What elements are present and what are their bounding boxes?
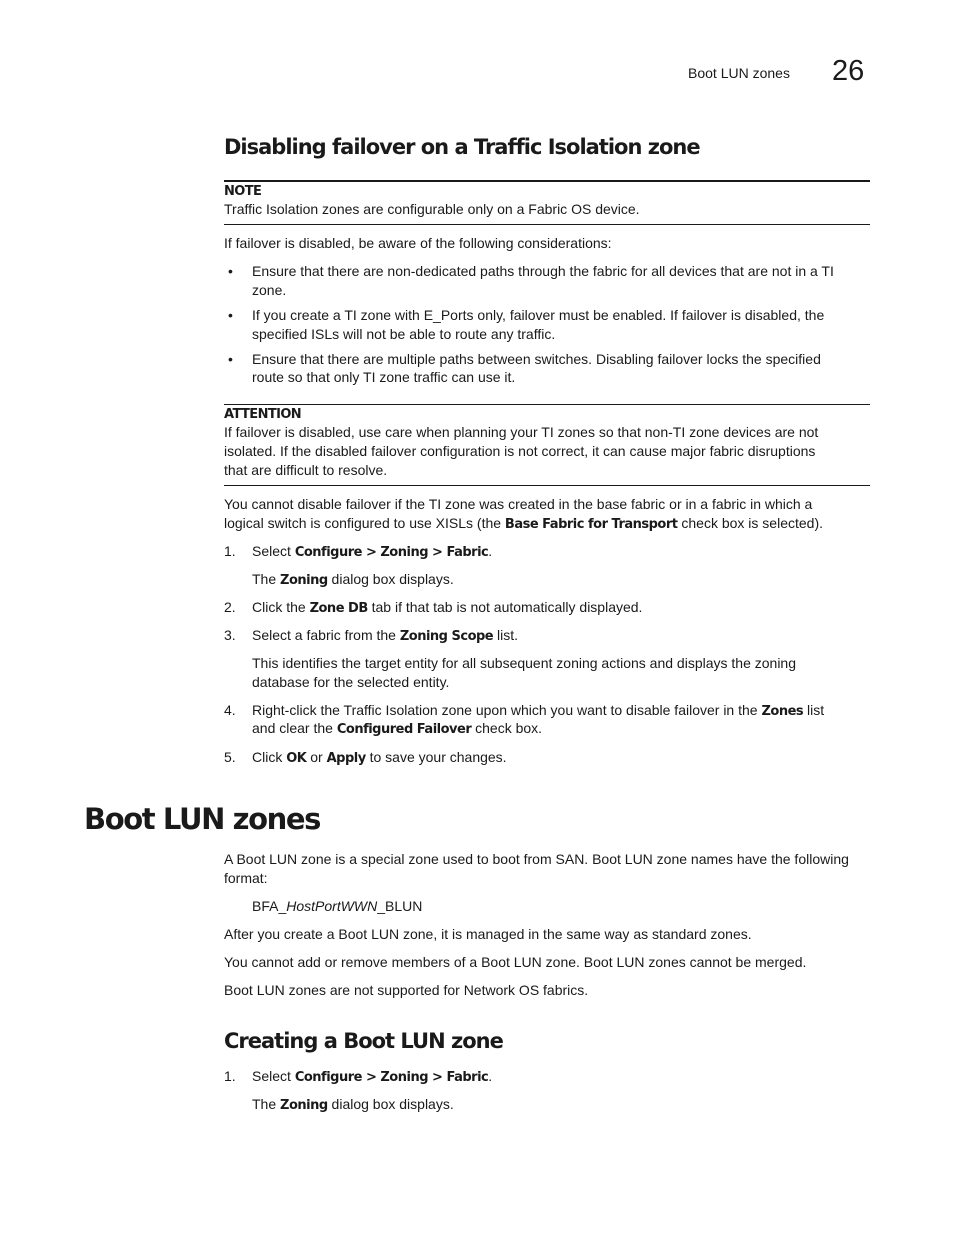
section-heading-creating-boot-lun-zone: Creating a Boot LUN zone [224,1029,503,1053]
ui-term: Configured Failover [336,722,472,737]
chapter-number: 26 [832,55,865,87]
ui-term: Zoning [280,1098,328,1113]
step-3-result-line-2: database for the selected entity. [252,674,450,690]
step-4-text-line-2: and clear the Configured Failover check box. [252,720,543,737]
section-heading-disabling-failover: Disabling failover on a Traffic Isolation zone [224,135,700,159]
ui-term: Apply [326,751,366,766]
considerations-intro: If failover is disabled, be aware of the following considerations: [224,235,612,251]
section-heading-boot-lun-zones: Boot LUN zones [84,802,321,836]
boot-lun-intro-line-2: format: [224,870,268,886]
step-4-text-line-1: Right-click the Traffic Isolation zone upon which you want to disable failover in the Zones list [252,702,825,719]
note-top-rule [224,180,870,182]
bullet-item-2-line-1: If you create a TI zone with E_Ports only, failover must be enabled. If failover is disabled, the [252,307,825,323]
attention-text-line-3: that are difficult to resolve. [224,462,388,478]
note-label: NOTE [224,184,262,199]
xisl-paragraph-line-1: You cannot disable failover if the TI zone was created in the base fabric or in a fabric in which a [224,496,813,512]
bullet-dot: • [228,351,233,367]
ui-term: Zoning [280,573,328,588]
attention-label: ATTENTION [224,407,302,422]
ui-term: OK [286,751,307,766]
bullet-item-2-line-2: specified ISLs will not be able to route any traffic. [252,326,556,342]
step-3-text: Select a fabric from the Zoning Scope list. [252,627,519,644]
attention-bottom-rule [224,485,870,486]
attention-top-rule [224,404,870,405]
boot-lun-paragraph-4: Boot LUN zones are not supported for Network OS fabrics. [224,982,589,998]
ui-term: Zone DB [309,601,368,616]
bullet-item-1-line-2: zone. [252,282,287,298]
boot-lun-intro-line-1: A Boot LUN zone is a special zone used to boot from SAN. Boot LUN zone names have the following [224,851,849,867]
step-number: 2. [224,599,236,615]
step-number: 3. [224,627,236,643]
attention-text-line-2: isolated. If the disabled failover configuration is not correct, it can cause major fabric disruptions [224,443,816,459]
boot-lun-paragraph-2: After you create a Boot LUN zone, it is managed in the same way as standard zones. [224,926,752,942]
attention-text-line-1: If failover is disabled, use care when planning your TI zones so that non-TI zone devices are not [224,424,819,440]
bullet-dot: • [228,307,233,323]
menu-path: Configure > Zoning > Fabric [294,545,489,560]
running-header-title: Boot LUN zones [688,65,790,81]
menu-path: Configure > Zoning > Fabric [294,1070,489,1085]
bullet-item-3-line-2: route so that only TI zone traffic can use it. [252,369,516,385]
bullet-dot: • [228,263,233,279]
ui-term: Base Fabric for Transport [504,517,678,532]
step-number: 5. [224,749,236,765]
boot-lun-paragraph-3: You cannot add or remove members of a Boot LUN zone. Boot LUN zones cannot be merged. [224,954,807,970]
note-bottom-rule [224,224,870,225]
ui-term: Zoning Scope [399,629,494,644]
step-number: 4. [224,702,236,718]
step-number: 1. [224,543,236,559]
create-step-1-text: Select Configure > Zoning > Fabric. [252,1068,493,1085]
note-text: Traffic Isolation zones are configurable only on a Fabric OS device. [224,201,640,217]
step-3-result-line-1: This identifies the target entity for all subsequent zoning actions and displays the zoning [252,655,796,671]
bullet-item-3-line-1: Ensure that there are multiple paths between switches. Disabling failover locks the specified [252,351,821,367]
step-1-text: Select Configure > Zoning > Fabric. [252,543,493,560]
step-1-result: The Zoning dialog box displays. [252,571,454,588]
xisl-paragraph-line-2: logical switch is configured to use XISLs (the Base Fabric for Transport check box is selected). [224,515,823,532]
ui-term: Zones [761,704,804,719]
create-step-1-result: The Zoning dialog box displays. [252,1096,454,1113]
step-number: 1. [224,1068,236,1084]
boot-lun-name-format: BFA_HostPortWWN_BLUN [252,898,423,914]
bullet-item-1-line-1: Ensure that there are non-dedicated paths through the fabric for all devices that are not in a TI [252,263,834,279]
step-2-text: Click the Zone DB tab if that tab is not automatically displayed. [252,599,643,616]
step-5-text: Click OK or Apply to save your changes. [252,749,507,766]
